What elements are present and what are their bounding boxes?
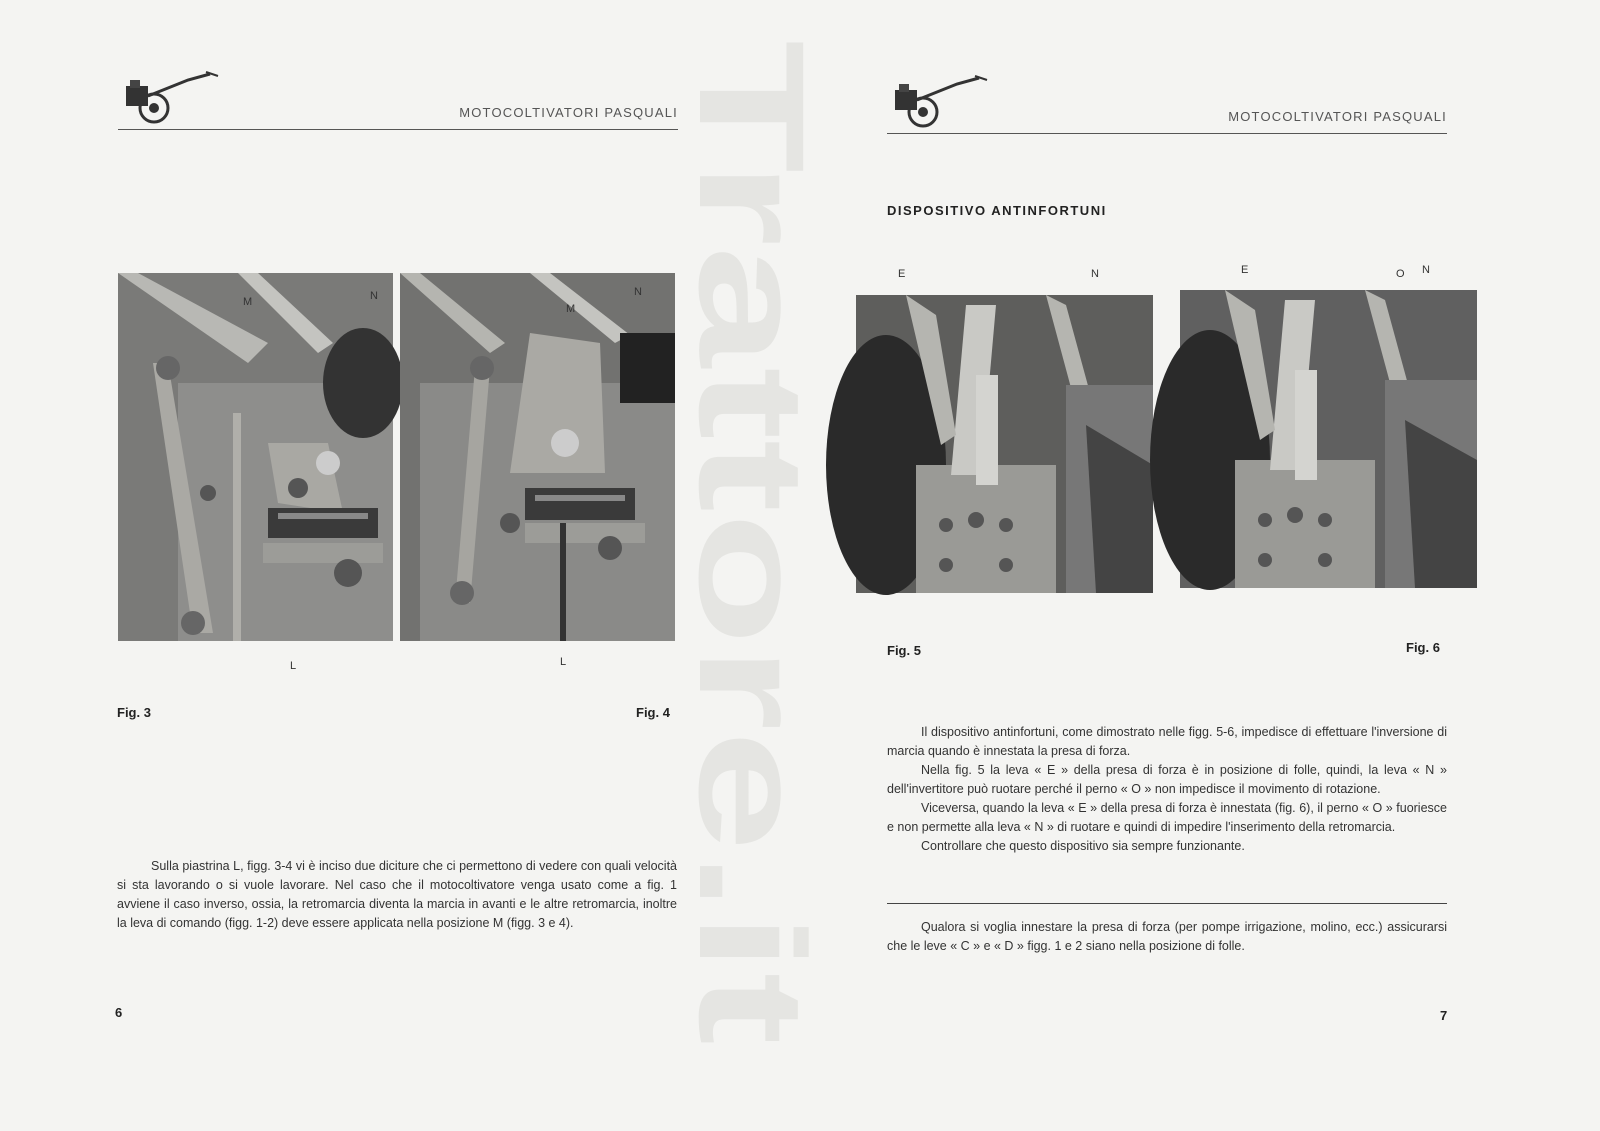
paragraph-1: Il dispositivo antinfortuni, come dimostrato nelle figg. 5-6, impedisce di effettuare l'inversione di marcia quando è innestata la presa di forza. <box>887 725 1447 758</box>
figure-3-label: Fig. 3 <box>117 705 151 720</box>
callout-n: N <box>370 290 378 302</box>
left-body-paragraph: Sulla piastrina L, figg. 3-4 vi è inciso due diciture che ci permettono di vedere con quali velocità si sta lavorando o si vuole lavorare. Nel caso che il motocoltivatore venga usato come a fig. 1 avviene il caso inverso, ossia, la retromarcia diventa la marcia in avanti e le altre retromarcia, inoltre la leva di comando (figg. 1-2) deve essere applicata nella posizione M (figg. 3 e 4). <box>117 859 677 930</box>
tiller-logo-icon <box>887 74 997 134</box>
figure-6-label: Fig. 6 <box>1406 640 1440 655</box>
right-body-text <box>887 723 1447 856</box>
figure-6-photo <box>1180 290 1477 588</box>
figure-4-label: Fig. 4 <box>636 705 670 720</box>
section-divider <box>887 903 1447 904</box>
brand-title: MOTOCOLTIVATORI PASQUALI <box>1228 109 1447 124</box>
page-number-right: 7 <box>1440 1008 1448 1023</box>
callout-n: N <box>1091 268 1099 280</box>
callout-e: E <box>1241 264 1249 276</box>
callout-n: N <box>634 286 642 298</box>
callout-o: O <box>1396 268 1405 280</box>
page-number-left: 6 <box>115 1005 123 1020</box>
callout-l: L <box>290 660 297 672</box>
paragraph-4: Controllare che questo dispositivo sia sempre funzionante. <box>921 839 1245 853</box>
brand-title: MOTOCOLTIVATORI PASQUALI <box>459 105 678 120</box>
figure-4-photo <box>400 273 675 641</box>
figure-5-photo <box>856 295 1153 593</box>
tiller-logo-icon <box>118 70 228 130</box>
paragraph-2: Nella fig. 5 la leva « E » della presa di forza è in posizione di folle, quindi, la leva « N » dell'invertitore può ruotare perché il perno « O » non impedisce il movimento di rotazione. <box>887 763 1447 796</box>
callout-m: M <box>566 303 576 315</box>
header-rule <box>118 129 678 130</box>
callout-m: M <box>243 296 253 308</box>
watermark-text: Trattore.it <box>668 40 836 732</box>
callout-n: N <box>1422 264 1430 276</box>
header-rule <box>887 133 1447 134</box>
right-page <box>800 0 1600 1131</box>
note-text <box>887 918 1447 956</box>
figure-5-label: Fig. 5 <box>887 643 921 658</box>
section-heading: DISPOSITIVO ANTINFORTUNI <box>887 203 1107 218</box>
left-page-header <box>118 70 678 130</box>
callout-e: E <box>898 268 906 280</box>
right-page-header <box>887 74 1447 134</box>
figure-3-photo <box>118 273 393 641</box>
note-paragraph: Qualora si voglia innestare la presa di forza (per pompe irrigazione, molino, ecc.) assicurarsi che le leve « C » e « D » figg. 1 e 2 siano nella posizione di folle. <box>887 920 1447 953</box>
paragraph-3: Viceversa, quando la leva « E » della presa di forza è innestata (fig. 6), il perno « O » fuoriesce e non permette alla leva « N » di ruotare e quindi di impedire l'inserimento della retromarcia. <box>887 801 1447 834</box>
left-body-text <box>117 857 677 933</box>
callout-l: L <box>560 656 567 668</box>
